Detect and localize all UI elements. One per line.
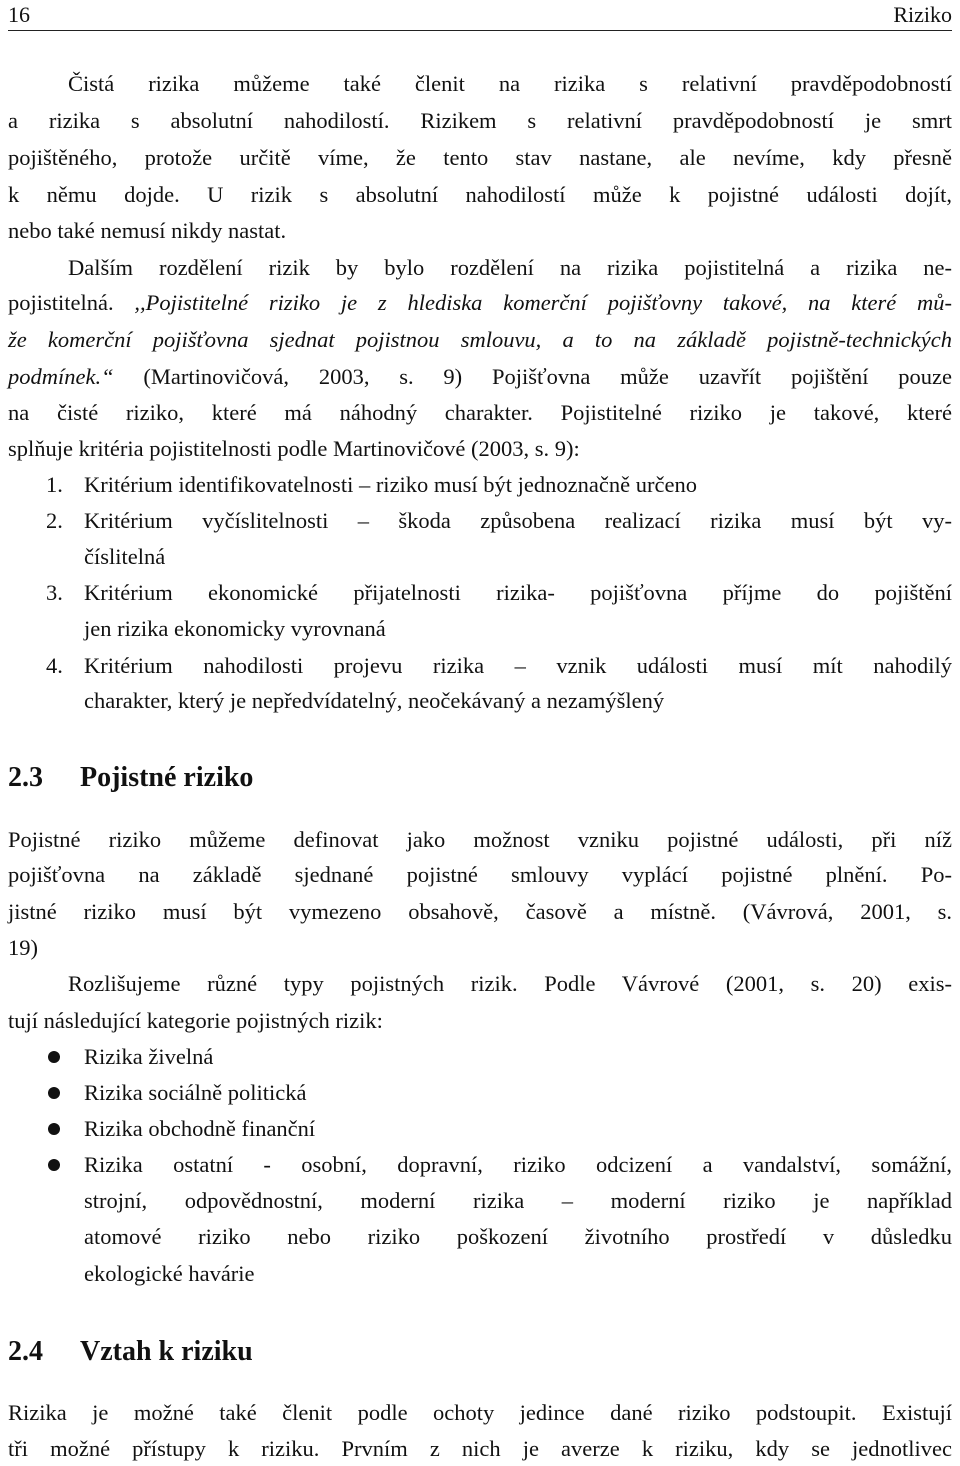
- criterion-2-number: 2.: [46, 508, 63, 533]
- bullet-item-1: Rizika živelná: [84, 1044, 214, 1069]
- criterion-2-text: Kritérium vyčíslitelnosti – škoda způsobena realizací rizika musí být vy-: [84, 508, 952, 533]
- section-2-3-para-1-line-4: 19): [8, 935, 38, 960]
- bullet-item-4-line-1: Rizika ostatní - osobní, dopravní, riziko odcizení a vandalství, somážní,: [84, 1152, 952, 1177]
- criterion-1-text: Kritérium identifikovatelnosti – riziko musí být jednoznačně určeno: [84, 472, 697, 497]
- section-title: Vztah k riziku: [80, 1336, 253, 1367]
- paragraph-2-line-5: na čisté riziko, které má náhodný charakter. Pojistitelné riziko je takové, které: [8, 400, 952, 425]
- criterion-3-text-cont: jen rizika ekonomicky vyrovnaná: [84, 616, 386, 641]
- term-pojistitelna: pojistitelná.: [8, 290, 135, 315]
- bullet-item-2: Rizika sociálně politická: [84, 1080, 307, 1105]
- bullet-marker: [48, 1123, 60, 1135]
- paragraph-2-line-2: [8, 285, 952, 321]
- section-2-4-para-line-2: tři možné přístupy k riziku. Prvním z nich je averze k riziku, kdy se jednotlivec: [8, 1436, 952, 1461]
- section-number: 2.4: [8, 1336, 43, 1367]
- section-2-3-para-1-line-2: pojišťovna na základě sjednané pojistné smlouvy vyplácí pojistné plnění. Po-: [8, 862, 952, 887]
- quote-end: podmínek.“: [8, 364, 114, 389]
- criterion-4-text-cont: charakter, který je nepředvídatelný, neočekávaný a nezamýšlený: [84, 688, 665, 713]
- section-2-3-para-2-line-1: Rozlišujeme různé typy pojistných rizik. Podle Vávrové (2001, s. 20) exis-: [68, 971, 952, 996]
- paragraph-2-line-4: [8, 359, 952, 395]
- section-2-3-para-2-line-2: tují následující kategorie pojistných rizik:: [8, 1008, 383, 1033]
- paragraph-2-line-1: Dalším rozdělení rizik by bylo rozdělení na rizika pojistitelná a rizika ne-: [68, 255, 952, 280]
- paragraph-1-line-2: a rizika s absolutní nahodilostí. Rizikem s relativní pravděpodobností je smrt: [8, 108, 952, 133]
- section-title: Pojistné riziko: [80, 762, 254, 793]
- bullet-marker: [48, 1051, 60, 1063]
- section-heading-2-4: [8, 1332, 253, 1372]
- quote-start: ,,Pojistitelné riziko je z hlediska komerční pojišťovny takové, na které mů-: [134, 290, 952, 315]
- running-title: Riziko: [893, 2, 952, 27]
- criterion-4-text: Kritérium nahodilosti projevu rizika – vznik události musí mít nahodilý: [84, 653, 952, 678]
- criterion-3-number: 3.: [46, 580, 63, 605]
- criterion-4-number: 4.: [46, 653, 63, 678]
- criterion-1-number: 1.: [46, 472, 63, 497]
- section-number: 2.3: [8, 762, 43, 793]
- bullet-item-3: Rizika obchodně finanční: [84, 1116, 316, 1141]
- quote-line-2: že komerční pojišťovna sjednat pojistnou smlouvu, a to na základě pojistně-technických: [8, 327, 952, 352]
- section-2-3-para-1-line-1: Pojistné riziko můžeme definovat jako možnost vzniku pojistné události, při níž: [8, 827, 952, 852]
- bullet-item-4-line-2: strojní, odpovědnostní, moderní rizika – moderní riziko je například: [84, 1188, 952, 1213]
- bullet-marker: [48, 1159, 60, 1171]
- paragraph-1-line-3: pojištěného, protože určitě víme, že tento stav nastane, ale nevíme, kdy přesně: [8, 145, 952, 170]
- page-header: [8, 0, 952, 31]
- paragraph-1-line-5: nebo také nemusí nikdy nastat.: [8, 218, 287, 243]
- criterion-3-text: Kritérium ekonomické přijatelnosti rizika- pojišťovna příjme do pojištění: [84, 580, 952, 605]
- page-number: 16: [8, 2, 30, 27]
- paragraph-1-line-4: k němu dojde. U rizik s absolutní nahodilostí může k pojistné události dojít,: [8, 182, 952, 207]
- section-2-4-para-line-1: Rizika je možné také členit podle ochoty jedince dané riziko podstoupit. Existují: [8, 1400, 952, 1425]
- criterion-2-text-cont: číslitelná: [84, 544, 166, 569]
- bullet-item-4-line-4: ekologické havárie: [84, 1261, 255, 1286]
- citation-text: (Martinovičová, 2003, s. 9) Pojišťovna může uzavřít pojištění pouze: [113, 364, 952, 389]
- bullet-item-4-line-3: atomové riziko nebo riziko poškození životního prostředí v důsledku: [84, 1224, 952, 1249]
- paragraph-2-line-6: splňuje kritéria pojistitelnosti podle Martinovičové (2003, s. 9):: [8, 436, 580, 461]
- bullet-marker: [48, 1087, 60, 1099]
- paragraph-1-line-1: Čistá rizika můžeme také členit na rizika s relativní pravděpodobností: [68, 71, 952, 96]
- section-2-3-para-1-line-3: jistné riziko musí být vymezeno obsahově, časově a místně. (Vávrová, 2001, s.: [8, 899, 952, 924]
- section-heading-2-3: [8, 758, 253, 798]
